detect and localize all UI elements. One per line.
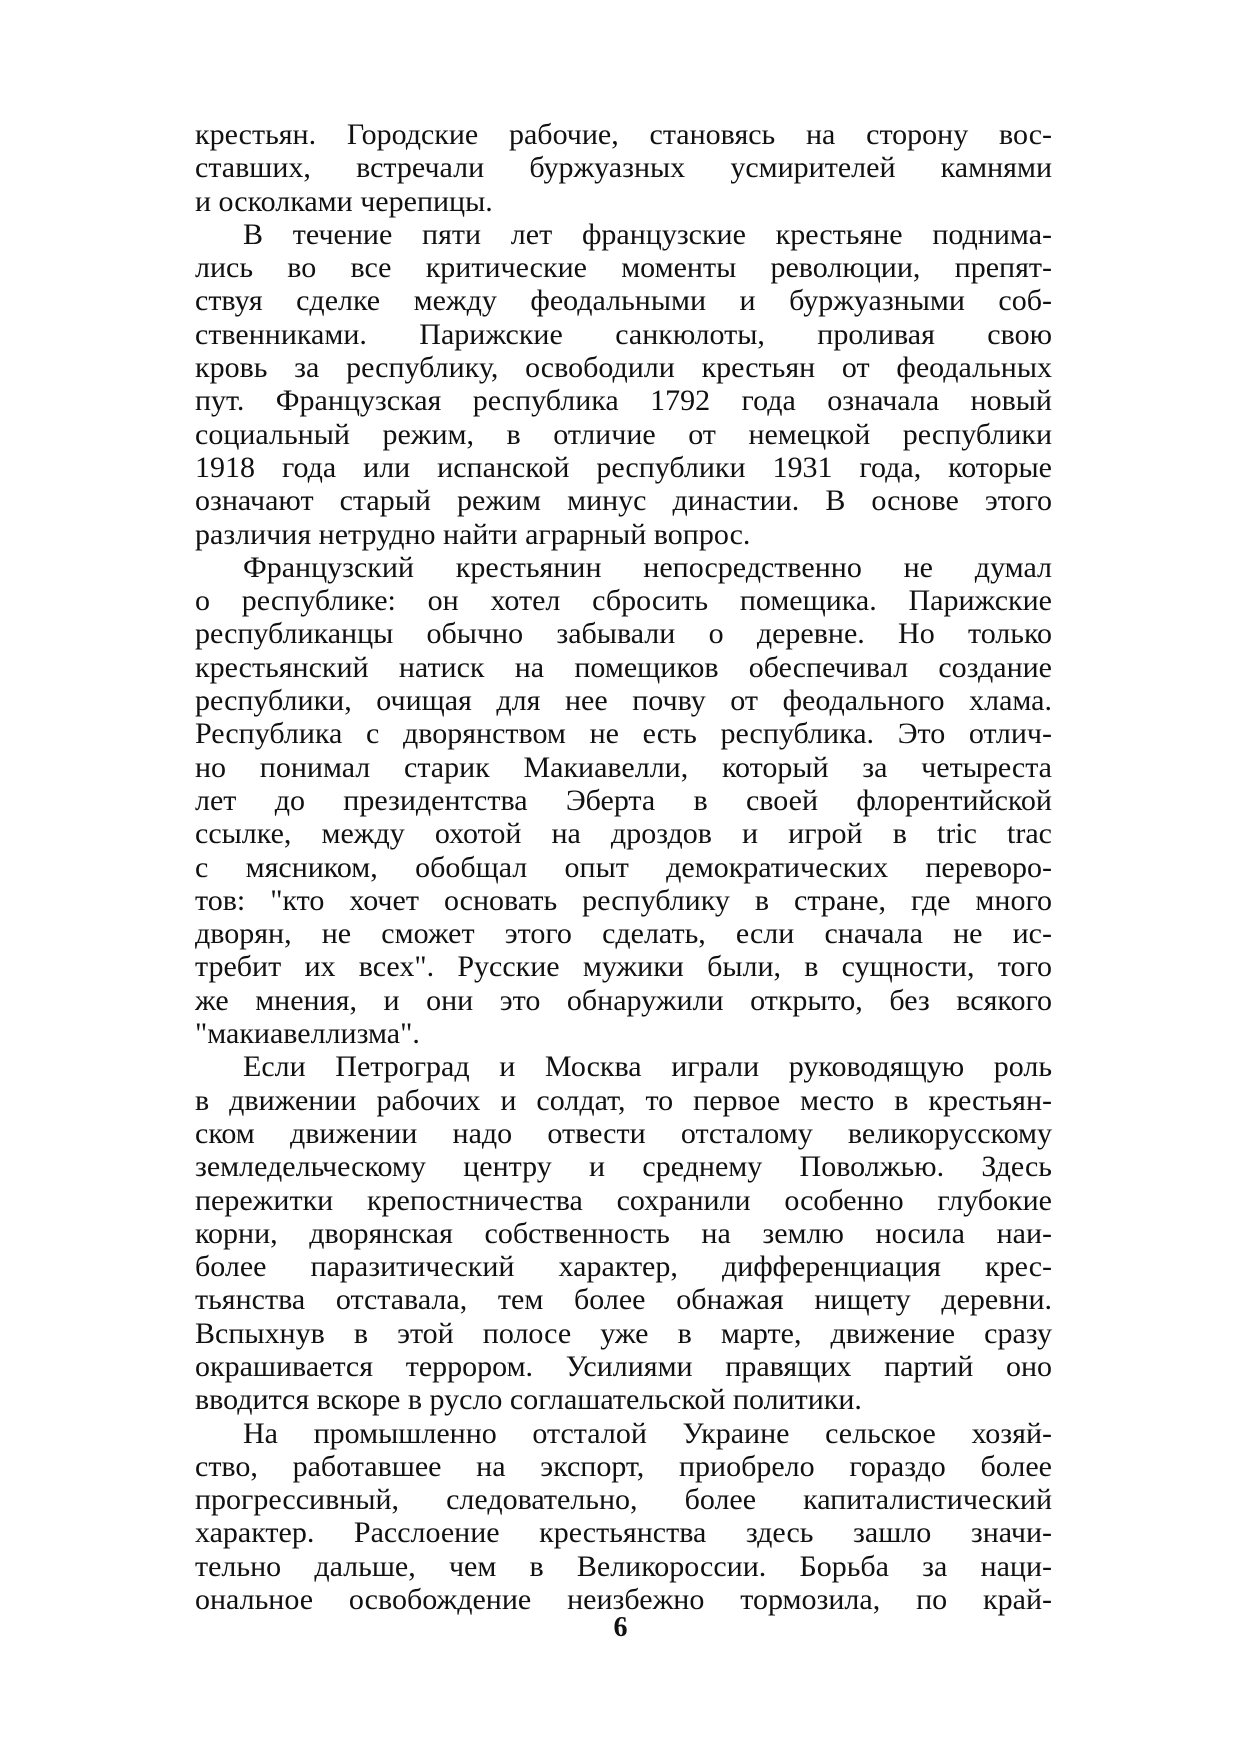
paragraph: [195, 1417, 1052, 1617]
text-line: социальный режим, в отличие от немецкой республики: [195, 417, 1052, 451]
paragraph: [195, 218, 1052, 551]
text-line: ссылке, между охотой на дроздов и игрой в tric trac: [195, 817, 1052, 851]
text-line: ствуя сделке между феодальными и буржуазными соб-: [195, 284, 1052, 318]
text-line: пут. Французская республика 1792 года означала новый: [195, 384, 1052, 418]
paragraph: [195, 551, 1052, 1050]
text-line: тьянства отставала, тем более обнажая нищету деревни.: [195, 1283, 1052, 1317]
text-line: характер. Расслоение крестьянства здесь зашло значи-: [195, 1516, 1052, 1550]
text-line: Французский крестьянин непосредственно не думал: [243, 550, 1052, 584]
text-line: прогрессивный, следовательно, более капиталистический: [195, 1483, 1052, 1517]
text-line: тов: "кто хочет основать республику в стране, где много: [195, 883, 1052, 917]
text-line: ставших, встречали буржуазных усмирителей камнями: [195, 151, 1052, 185]
text-line: дворян, не сможет этого сделать, если сначала не ис-: [195, 917, 1052, 951]
text-line: ональное освобождение неизбежно тормозила, по край-: [195, 1583, 1052, 1617]
text-line: и осколками черепицы.: [195, 184, 493, 218]
text-line: В течение пяти лет французские крестьяне поднима-: [243, 217, 1052, 251]
text-line: республиканцы обычно забывали о деревне. Но только: [195, 617, 1052, 651]
text-line: пережитки крепостничества сохранили особенно глубокие: [195, 1183, 1052, 1217]
text-line: более паразитический характер, дифференциация крес-: [195, 1250, 1052, 1284]
text-line: означают старый режим минус династии. В основе этого: [195, 484, 1052, 518]
text-line: Республика с дворянством не есть республика. Это отлич-: [195, 717, 1052, 751]
page-number: 6: [613, 1612, 628, 1643]
paragraph: [195, 1050, 1052, 1416]
text-line: тельно дальше, чем в Великороссии. Борьба за наци-: [195, 1549, 1052, 1583]
text-line: крестьянский натиск на помещиков обеспечивал создание: [195, 650, 1052, 684]
text-line: лись во все критические моменты революции, препят-: [195, 251, 1052, 285]
text-line: лет до президентства Эберта в своей флорентийской: [195, 783, 1052, 817]
text-line: Если Петроград и Москва играли руководящую роль: [243, 1050, 1052, 1084]
text-line: в движении рабочих и солдат, то первое место в крестьян-: [195, 1083, 1052, 1117]
text-line: окрашивается террором. Усилиями правящих партий оно: [195, 1349, 1052, 1383]
text-line: "макиавеллизма".: [195, 1017, 420, 1051]
page-body: [195, 118, 1052, 1616]
text-line: кровь за республику, освободили крестьян от феодальных: [195, 351, 1052, 385]
text-line: требит их всех". Русские мужики были, в сущности, того: [195, 950, 1052, 984]
text-line: корни, дворянская собственность на землю носила наи-: [195, 1216, 1052, 1250]
text-line: крестьян. Городские рабочие, становясь на сторону вос-: [195, 118, 1052, 151]
text-line: различия нетрудно найти аграрный вопрос.: [195, 517, 751, 551]
text-line: 1918 года или испанской республики 1931 года, которые: [195, 450, 1052, 484]
text-line: ском движении надо отвести отсталому великорусскому: [195, 1116, 1052, 1150]
text-line: же мнения, и они это обнаружили открыто, без всякого: [195, 983, 1052, 1017]
text-line: но понимал старик Макиавелли, который за четыреста: [195, 750, 1052, 784]
text-line: республики, очищая для нее почву от феодального хлама.: [195, 684, 1052, 718]
text-line: ство, работавшее на экспорт, приобрело гораздо более: [195, 1449, 1052, 1483]
text-line: Вспыхнув в этой полосе уже в марте, движение сразу: [195, 1316, 1052, 1350]
paragraph: [195, 118, 1052, 218]
text-line: вводится вскоре в русло соглашательской политики.: [195, 1383, 862, 1417]
text-line: ственниками. Парижские санкюлоты, проливая свою: [195, 317, 1052, 351]
text-line: На промышленно отсталой Украине сельское хозяй-: [243, 1416, 1052, 1450]
text-line: с мясником, обобщал опыт демократических переворо-: [195, 850, 1052, 884]
text-line: земледельческому центру и среднему Поволжью. Здесь: [195, 1150, 1052, 1184]
text-line: о республике: он хотел сбросить помещика. Парижские: [195, 584, 1052, 618]
